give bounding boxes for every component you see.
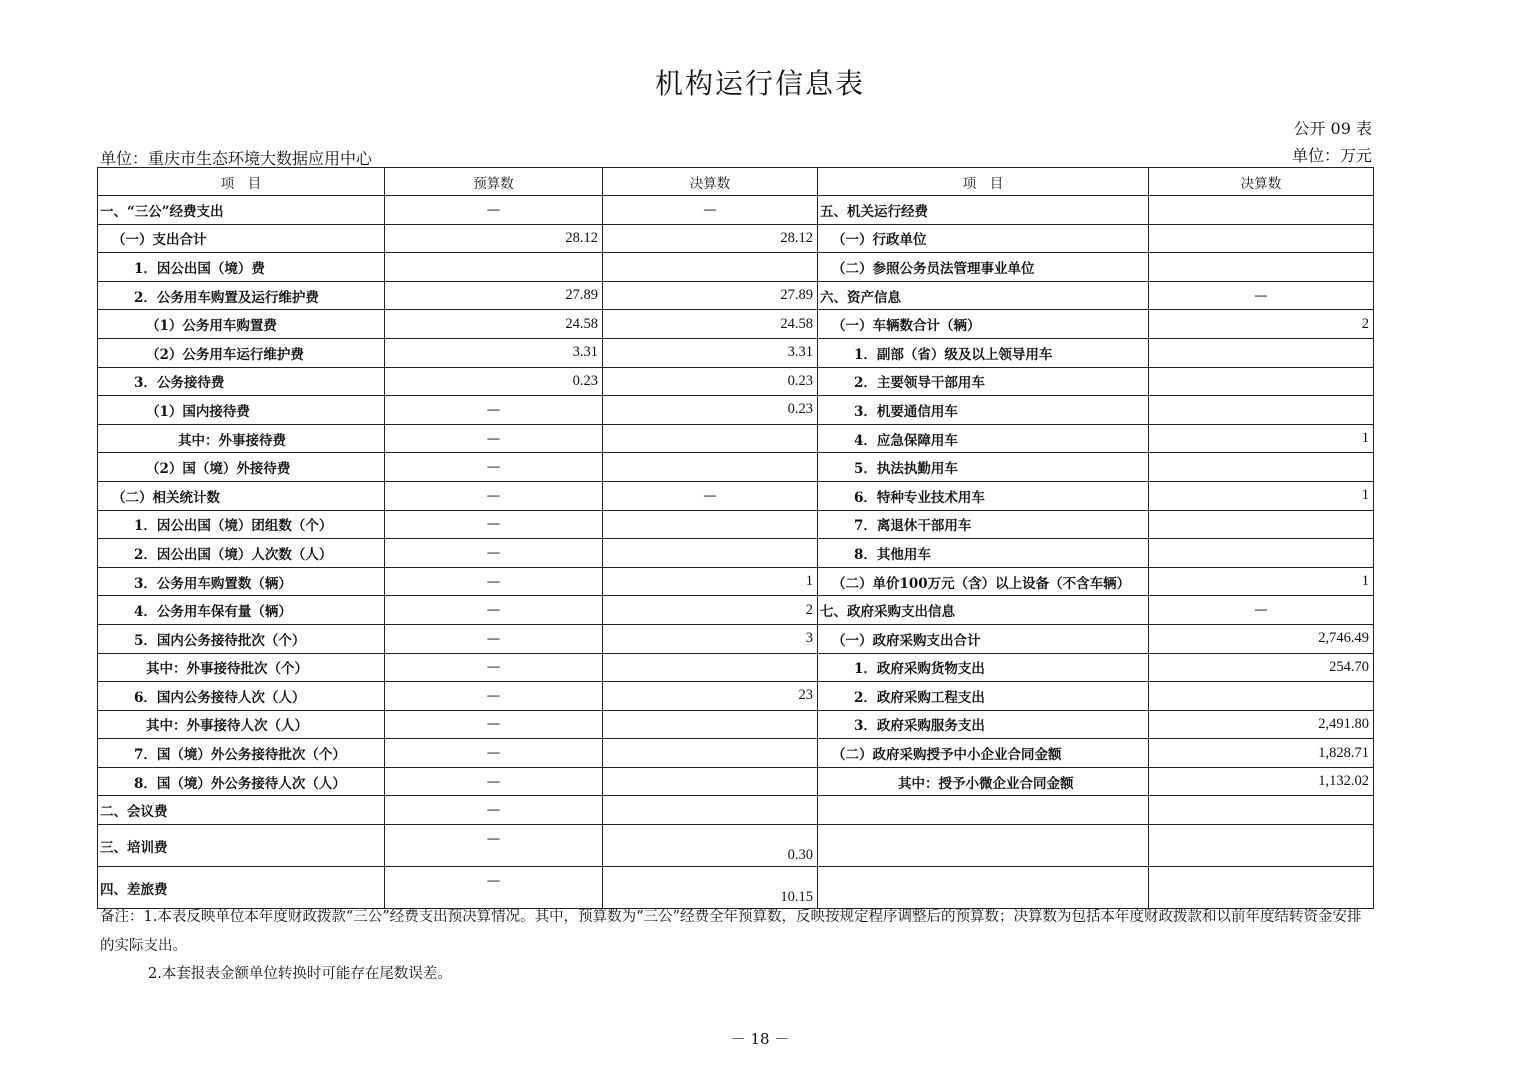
currency-unit: 单位：万元 bbox=[1291, 146, 1372, 165]
final-left-cell bbox=[603, 653, 818, 682]
final-right-cell: 1 bbox=[1149, 567, 1374, 596]
final-right-cell bbox=[1149, 682, 1374, 711]
budget-cell: — bbox=[385, 481, 603, 510]
final-right-cell: 1 bbox=[1149, 424, 1374, 453]
table-row bbox=[98, 682, 1374, 711]
final-left-cell: 2 bbox=[603, 596, 818, 625]
final-right-cell bbox=[1149, 539, 1374, 568]
final-left-cell: 3.31 bbox=[603, 338, 818, 367]
item-left-cell: 2．公务用车购置及运行维护费 bbox=[98, 281, 385, 310]
final-left-cell: 28.12 bbox=[603, 224, 818, 253]
header-final-left: 决算数 bbox=[603, 168, 818, 196]
item-left-cell: （2）国（境）外接待费 bbox=[98, 453, 385, 482]
item-left-cell: 1．因公出国（境）团组数（个） bbox=[98, 510, 385, 539]
item-left-cell: 四、差旅费 bbox=[98, 867, 385, 909]
final-left-cell bbox=[603, 510, 818, 539]
item-left-cell: 其中：外事接待人次（人） bbox=[98, 710, 385, 739]
item-right-cell: 6．特种专业技术用车 bbox=[818, 481, 1149, 510]
final-left-cell: 24.58 bbox=[603, 310, 818, 339]
final-right-cell bbox=[1149, 796, 1374, 825]
final-right-cell: — bbox=[1149, 281, 1374, 310]
item-left-cell: （一）支出合计 bbox=[98, 224, 385, 253]
budget-cell: 24.58 bbox=[385, 310, 603, 339]
final-right-cell bbox=[1149, 396, 1374, 425]
budget-cell: — bbox=[385, 825, 603, 867]
budget-cell: — bbox=[385, 539, 603, 568]
item-right-cell: 2．政府采购工程支出 bbox=[818, 682, 1149, 711]
final-right-cell: 2 bbox=[1149, 310, 1374, 339]
budget-cell: — bbox=[385, 653, 603, 682]
item-left-cell: 三、培训费 bbox=[98, 825, 385, 867]
table-row bbox=[98, 710, 1374, 739]
item-right-cell: 3．机要通信用车 bbox=[818, 396, 1149, 425]
final-right-cell: 2,491.80 bbox=[1149, 710, 1374, 739]
final-left-cell: 27.89 bbox=[603, 281, 818, 310]
table-row bbox=[98, 739, 1374, 768]
header-item-right: 项 目 bbox=[818, 168, 1149, 196]
budget-cell bbox=[385, 253, 603, 282]
item-left-cell: 7．国（境）外公务接待批次（个） bbox=[98, 739, 385, 768]
item-left-cell: 其中：外事接待费 bbox=[98, 424, 385, 453]
budget-cell: 28.12 bbox=[385, 224, 603, 253]
item-right-cell: （一）行政单位 bbox=[818, 224, 1149, 253]
item-right-cell: 3．政府采购服务支出 bbox=[818, 710, 1149, 739]
budget-cell: — bbox=[385, 796, 603, 825]
table-row bbox=[98, 539, 1374, 568]
item-right-cell: （一）政府采购支出合计 bbox=[818, 624, 1149, 653]
final-left-cell bbox=[603, 253, 818, 282]
table-row bbox=[98, 796, 1374, 825]
budget-cell: — bbox=[385, 867, 603, 909]
header-final-right: 决算数 bbox=[1149, 168, 1374, 196]
item-right-cell: 1．副部（省）级及以上领导用车 bbox=[818, 338, 1149, 367]
item-left-cell: （1）公务用车购置费 bbox=[98, 310, 385, 339]
table-row bbox=[98, 567, 1374, 596]
item-right-cell: 4．应急保障用车 bbox=[818, 424, 1149, 453]
table-row bbox=[98, 338, 1374, 367]
final-left-cell: 23 bbox=[603, 682, 818, 711]
final-left-cell: 0.23 bbox=[603, 367, 818, 396]
item-left-cell: 2．因公出国（境）人次数（人） bbox=[98, 539, 385, 568]
form-number: 公开 09 表 bbox=[1293, 119, 1372, 138]
table-row bbox=[98, 596, 1374, 625]
final-left-cell bbox=[603, 796, 818, 825]
budget-cell: — bbox=[385, 196, 603, 225]
budget-cell: 27.89 bbox=[385, 281, 603, 310]
final-left-cell bbox=[603, 767, 818, 796]
budget-cell: — bbox=[385, 453, 603, 482]
item-right-cell: 六、资产信息 bbox=[818, 281, 1149, 310]
budget-cell: — bbox=[385, 710, 603, 739]
item-left-cell: 一、“三公”经费支出 bbox=[98, 196, 385, 225]
table-row bbox=[98, 767, 1374, 796]
final-right-cell bbox=[1149, 338, 1374, 367]
page-title: 机构运行信息表 bbox=[654, 67, 865, 100]
final-left-cell bbox=[603, 739, 818, 768]
item-right-cell: 5．执法执勤用车 bbox=[818, 453, 1149, 482]
item-left-cell: （二）相关统计数 bbox=[98, 481, 385, 510]
final-left-cell: 3 bbox=[603, 624, 818, 653]
budget-cell: 0.23 bbox=[385, 367, 603, 396]
item-right-cell: 2．主要领导干部用车 bbox=[818, 367, 1149, 396]
final-left-cell: — bbox=[603, 481, 818, 510]
table-row bbox=[98, 224, 1374, 253]
header-item-left: 项 目 bbox=[98, 168, 385, 196]
item-right-cell bbox=[818, 825, 1149, 867]
item-right-cell: （二）参照公务员法管理事业单位 bbox=[818, 253, 1149, 282]
table-row bbox=[98, 481, 1374, 510]
item-right-cell bbox=[818, 796, 1149, 825]
item-right-cell: （二）单价100万元（含）以上设备（不含车辆） bbox=[818, 567, 1149, 596]
budget-cell: — bbox=[385, 767, 603, 796]
item-right-cell: 其中：授予小微企业合同金额 bbox=[818, 767, 1149, 796]
final-left-cell: 10.15 bbox=[603, 867, 818, 909]
budget-cell: 3.31 bbox=[385, 338, 603, 367]
item-left-cell: （1）国内接待费 bbox=[98, 396, 385, 425]
table-row bbox=[98, 510, 1374, 539]
reporting-unit: 单位：重庆市生态环境大数据应用中心 bbox=[100, 149, 373, 168]
table-row bbox=[98, 367, 1374, 396]
table-row bbox=[98, 653, 1374, 682]
final-right-cell bbox=[1149, 825, 1374, 867]
final-right-cell bbox=[1149, 196, 1374, 225]
operation-info-table bbox=[97, 167, 1374, 909]
budget-cell: — bbox=[385, 396, 603, 425]
item-left-cell: 3．公务接待费 bbox=[98, 367, 385, 396]
final-right-cell: 1,132.02 bbox=[1149, 767, 1374, 796]
table-row bbox=[98, 253, 1374, 282]
item-left-cell: （2）公务用车运行维护费 bbox=[98, 338, 385, 367]
final-right-cell: 1,828.71 bbox=[1149, 739, 1374, 768]
budget-cell: — bbox=[385, 596, 603, 625]
final-right-cell: 2,746.49 bbox=[1149, 624, 1374, 653]
footnote-1: 备注：1.本表反映单位本年度财政拨款“三公”经费支出预决算情况。其中，预算数为“三公”经费全年预算数，反映按规定程序调整后的预算数；决算数为包括本年度财政拨款和以前年度结转资金安排的实际支出。 bbox=[100, 909, 1362, 954]
table-header-row bbox=[98, 168, 1374, 196]
budget-cell: — bbox=[385, 624, 603, 653]
item-right-cell: 七、政府采购支出信息 bbox=[818, 596, 1149, 625]
table-row bbox=[98, 310, 1374, 339]
final-right-cell bbox=[1149, 453, 1374, 482]
table-row bbox=[98, 825, 1374, 867]
item-left-cell: 二、会议费 bbox=[98, 796, 385, 825]
table-row bbox=[98, 453, 1374, 482]
budget-cell: — bbox=[385, 567, 603, 596]
final-left-cell bbox=[603, 453, 818, 482]
page-number: － 18 － bbox=[730, 1030, 790, 1048]
item-right-cell: （一）车辆数合计（辆） bbox=[818, 310, 1149, 339]
item-left-cell: 8．国（境）外公务接待人次（人） bbox=[98, 767, 385, 796]
footnote-2: 2.本套报表金额单位转换时可能存在尾数误差。 bbox=[148, 966, 452, 982]
header-budget: 预算数 bbox=[385, 168, 603, 196]
table-row bbox=[98, 624, 1374, 653]
budget-cell: — bbox=[385, 424, 603, 453]
budget-cell: — bbox=[385, 739, 603, 768]
final-left-cell bbox=[603, 710, 818, 739]
final-left-cell bbox=[603, 424, 818, 453]
final-right-cell bbox=[1149, 367, 1374, 396]
item-left-cell: 6．国内公务接待人次（人） bbox=[98, 682, 385, 711]
final-right-cell bbox=[1149, 224, 1374, 253]
budget-cell: — bbox=[385, 510, 603, 539]
table-row bbox=[98, 424, 1374, 453]
budget-cell: — bbox=[385, 682, 603, 711]
table-row bbox=[98, 196, 1374, 225]
item-left-cell: 1．因公出国（境）费 bbox=[98, 253, 385, 282]
final-left-cell: 1 bbox=[603, 567, 818, 596]
final-left-cell bbox=[603, 539, 818, 568]
item-right-cell: 五、机关运行经费 bbox=[818, 196, 1149, 225]
item-right-cell: 7．离退休干部用车 bbox=[818, 510, 1149, 539]
table-row bbox=[98, 281, 1374, 310]
final-left-cell: — bbox=[603, 196, 818, 225]
final-right-cell: 254.70 bbox=[1149, 653, 1374, 682]
final-right-cell: 1 bbox=[1149, 481, 1374, 510]
final-left-cell: 0.23 bbox=[603, 396, 818, 425]
final-left-cell: 0.30 bbox=[603, 825, 818, 867]
item-left-cell: 3．公务用车购置数（辆） bbox=[98, 567, 385, 596]
final-right-cell bbox=[1149, 510, 1374, 539]
item-right-cell: 1．政府采购货物支出 bbox=[818, 653, 1149, 682]
table-row bbox=[98, 396, 1374, 425]
item-left-cell: 5．国内公务接待批次（个） bbox=[98, 624, 385, 653]
item-right-cell: 8．其他用车 bbox=[818, 539, 1149, 568]
item-right-cell: （二）政府采购授予中小企业合同金额 bbox=[818, 739, 1149, 768]
final-right-cell bbox=[1149, 253, 1374, 282]
final-right-cell: — bbox=[1149, 596, 1374, 625]
item-left-cell: 4．公务用车保有量（辆） bbox=[98, 596, 385, 625]
item-left-cell: 其中：外事接待批次（个） bbox=[98, 653, 385, 682]
